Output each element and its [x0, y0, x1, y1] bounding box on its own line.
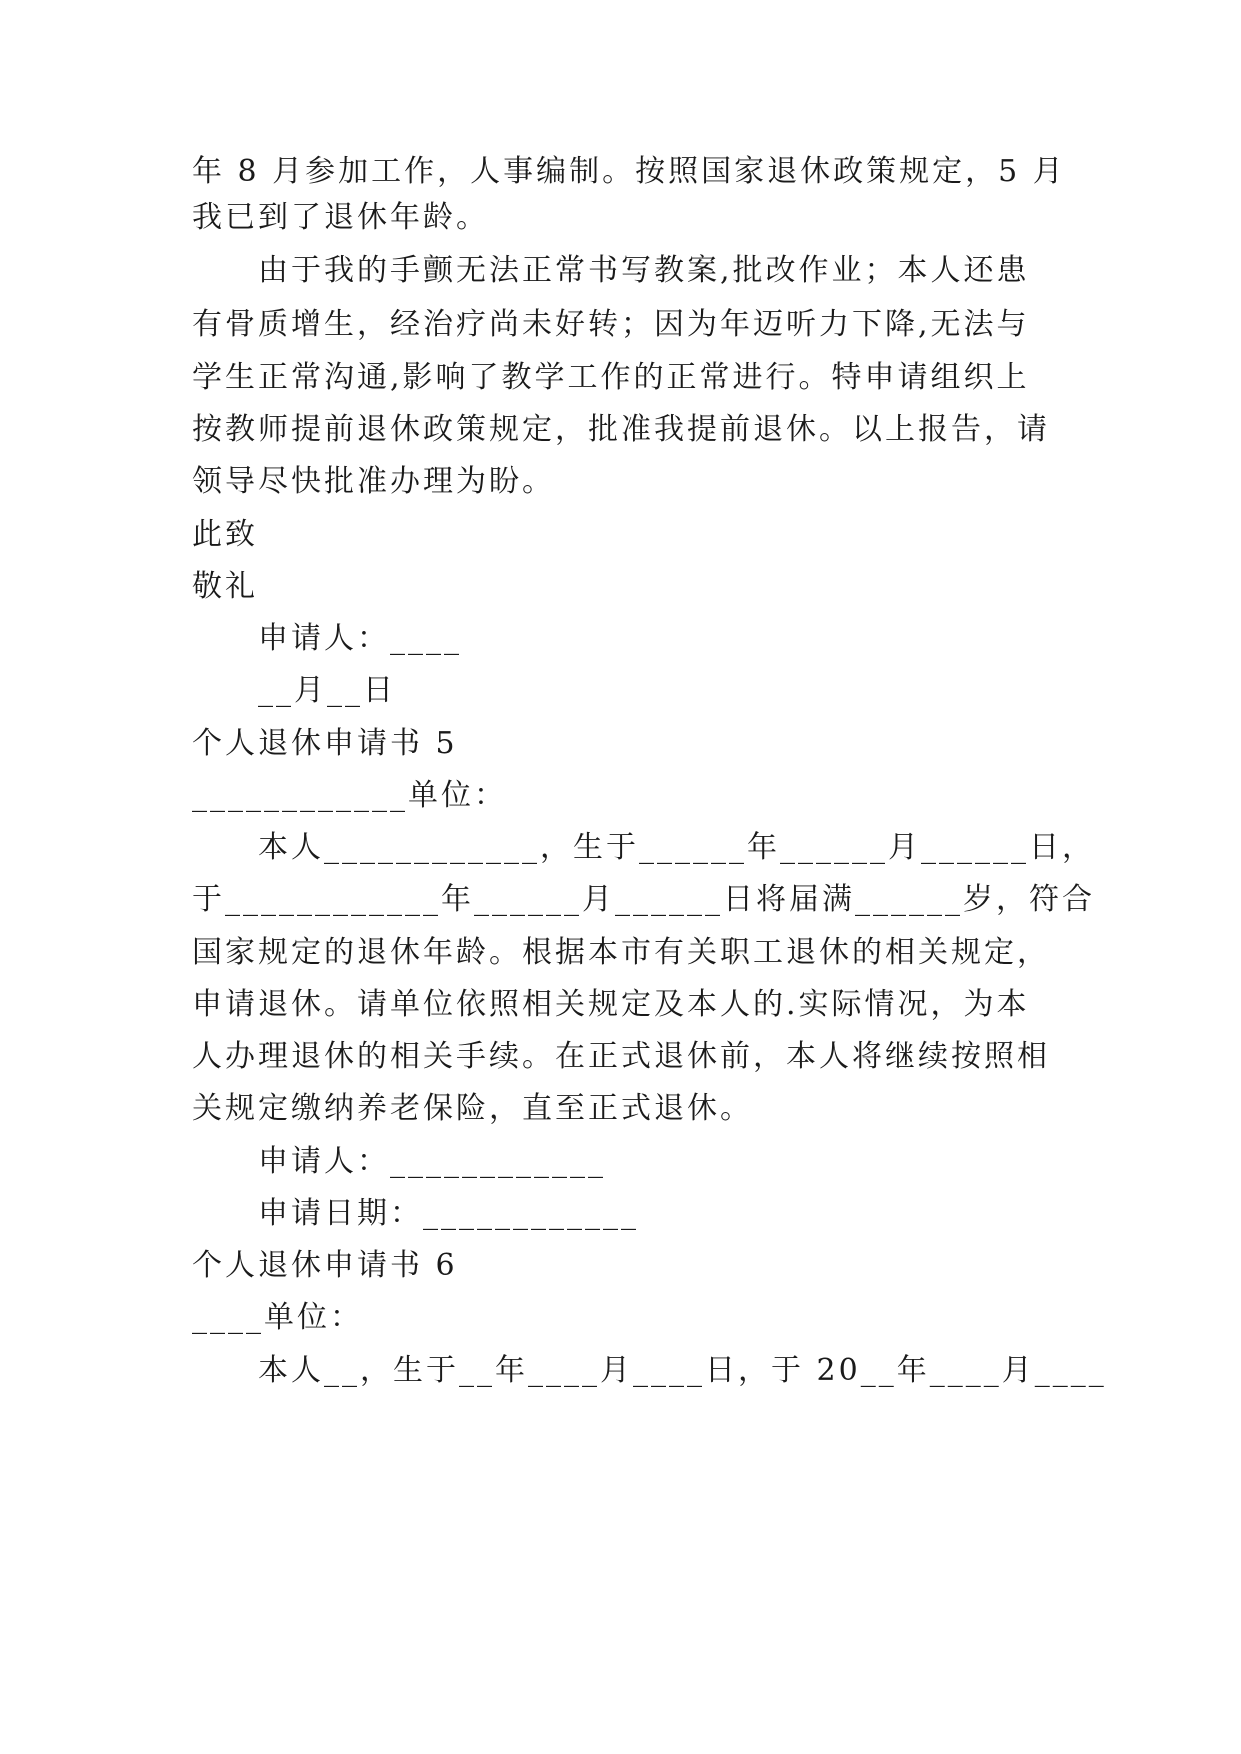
body-text-line: 本人__，生于__年____月____日，于 20__年____月____	[258, 1353, 1107, 1388]
body-text-line: 我已到了退休年龄。	[192, 200, 489, 235]
body-text-line: 本人____________，生于______年______月______日，	[258, 830, 1095, 865]
date-line: 申请日期：____________	[258, 1196, 639, 1231]
salutation: 此致	[192, 517, 258, 552]
body-text-line: 年 8 月参加工作，人事编制。按照国家退休政策规定，5 月	[192, 154, 1066, 189]
body-text-line: 人办理退休的相关手续。在正式退休前，本人将继续按照相	[192, 1039, 1050, 1074]
body-text-line: 按教师提前退休政策规定，批准我提前退休。以上报告，请	[192, 412, 1050, 447]
body-text-line: 于____________年______月______日将届满______岁，符合	[192, 882, 1095, 917]
section-heading: 个人退休申请书 5	[192, 726, 458, 761]
section-heading: 个人退休申请书 6	[192, 1248, 458, 1283]
body-text-line: 国家规定的退休年龄。根据本市有关职工退休的相关规定，	[192, 935, 1050, 970]
body-text-line: 关规定缴纳养老保险，直至正式退休。	[192, 1091, 753, 1126]
body-text-line: 领导尽快批准办理为盼。	[192, 464, 555, 499]
closing: 敬礼	[192, 569, 258, 604]
applicant-line: 申请人：____	[258, 621, 462, 656]
body-text-line: 由于我的手颤无法正常书写教案,批改作业；本人还患	[258, 253, 1030, 288]
body-text-line: 申请退休。请单位依照相关规定及本人的.实际情况，为本	[192, 987, 1030, 1022]
recipient-line: ____________单位：	[192, 778, 507, 813]
recipient-line: ____单位：	[192, 1300, 363, 1335]
applicant-line: 申请人：____________	[258, 1144, 606, 1179]
body-text-line: 学生正常沟通,影响了教学工作的正常进行。特申请组织上	[192, 360, 1030, 395]
date-line: __月__日	[258, 673, 396, 708]
body-text-line: 有骨质增生，经治疗尚未好转；因为年迈听力下降,无法与	[192, 307, 1030, 342]
